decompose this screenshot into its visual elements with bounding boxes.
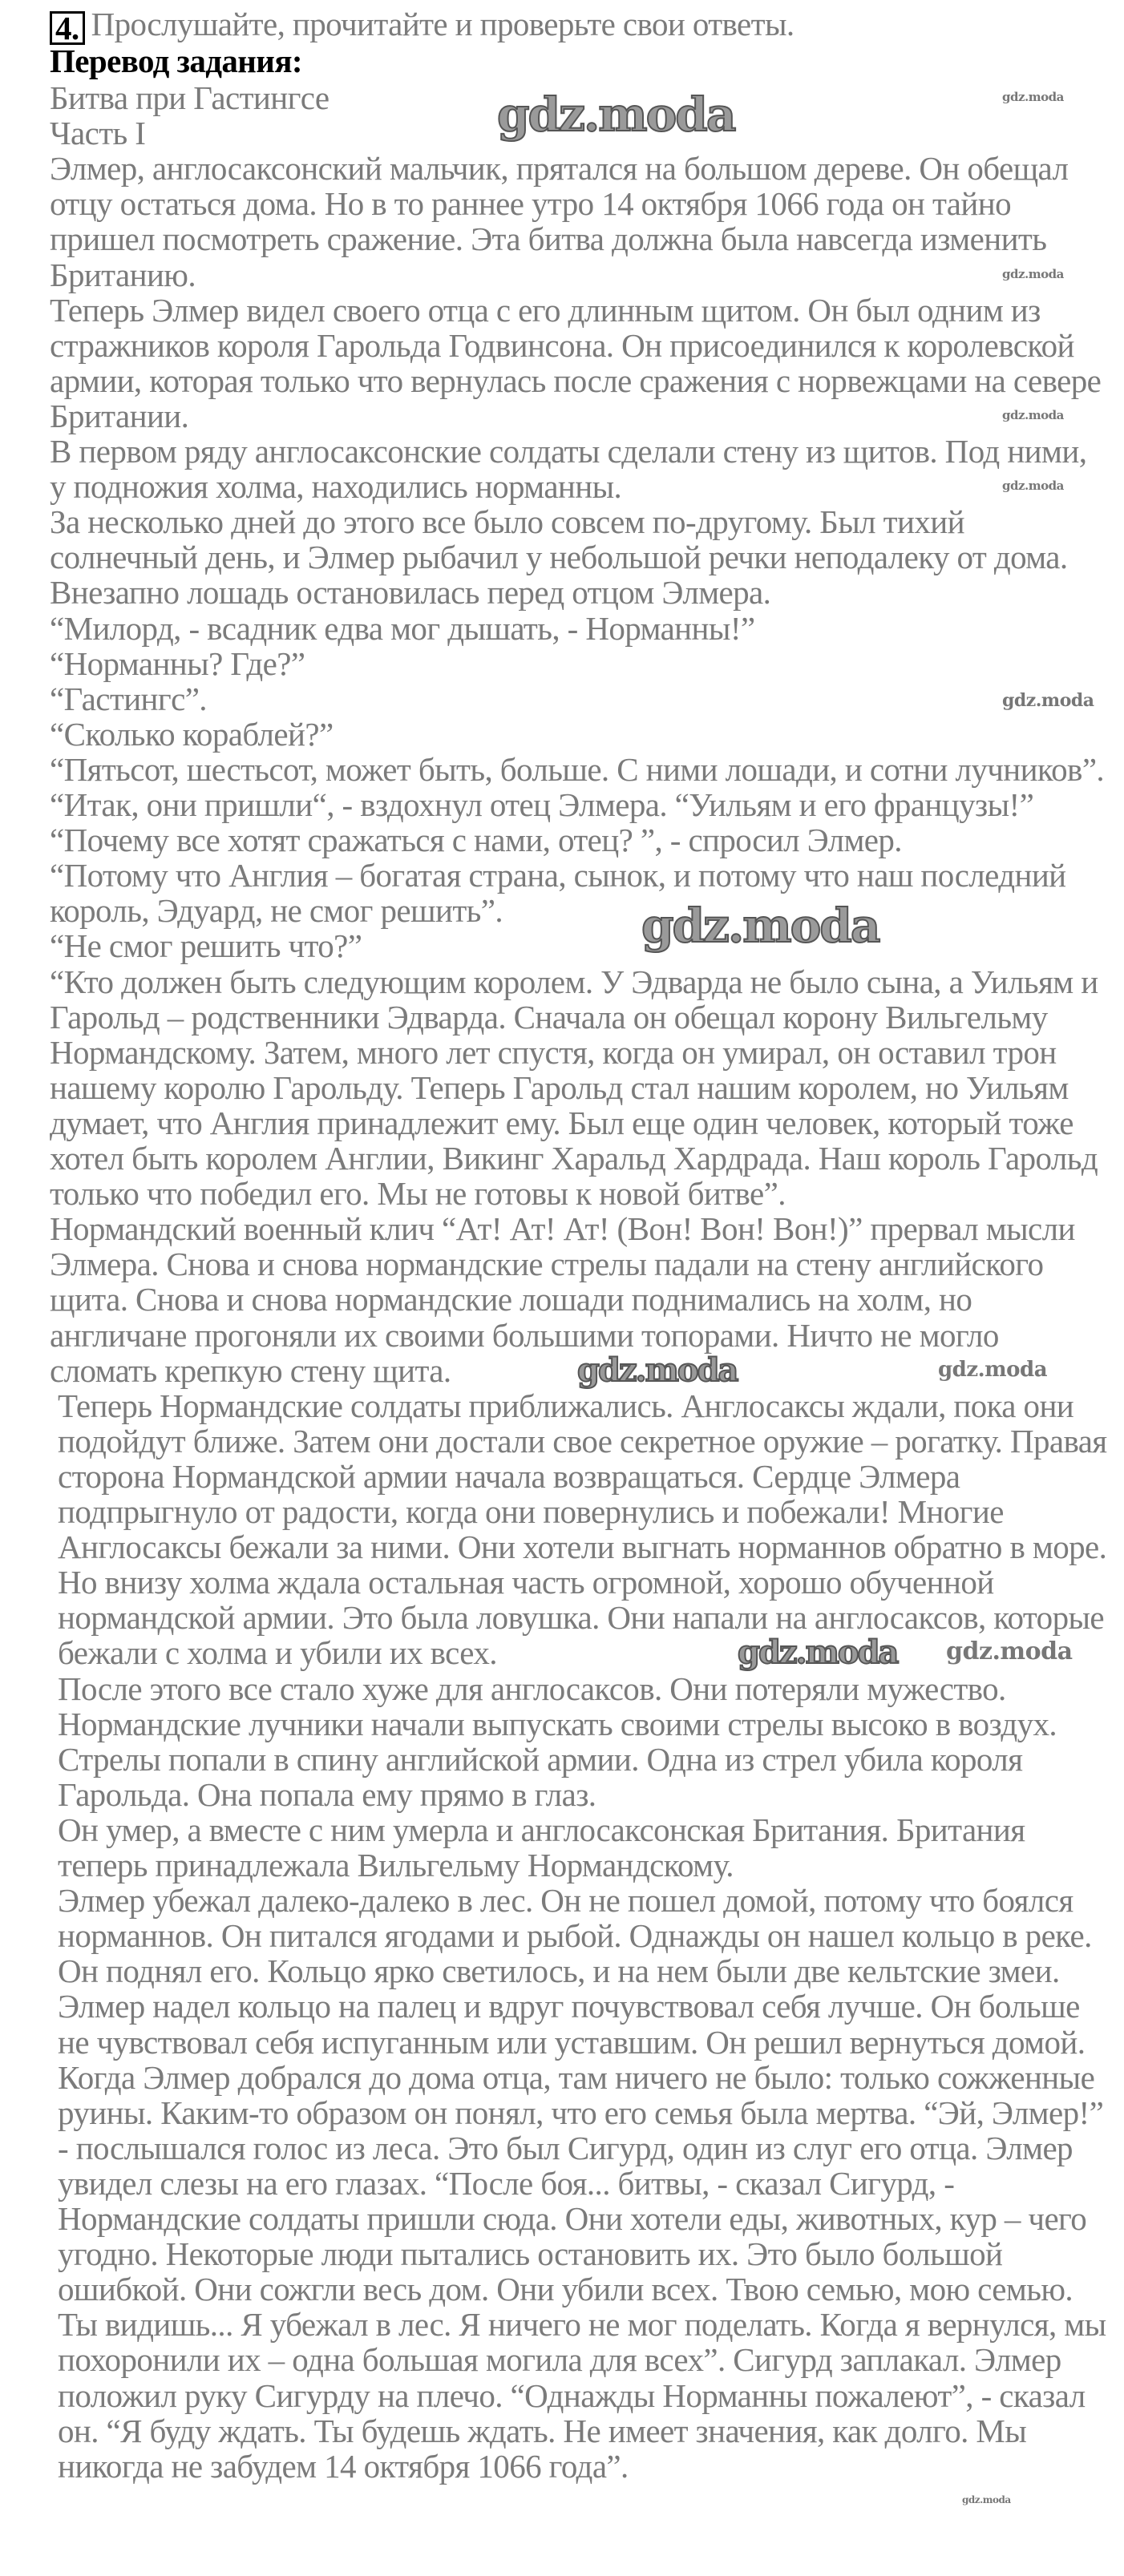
text-line: Ты видишь... Я убежал в лес. Я ничего не мог поделать. Когда я вернулся, мы xyxy=(58,2306,1106,2344)
watermark-small: gdz.moda xyxy=(1002,408,1064,422)
text-line: Часть I xyxy=(50,115,146,152)
text-line: Нормандские солдаты пришли сюда. Они хотели еды, животных, кур – чего xyxy=(58,2200,1087,2237)
text-line: Нормандскому. Затем, много лет спустя, когда он умирал, он оставил трон xyxy=(50,1033,1057,1071)
text-line: “Почему все хотят сражаться с нами, отец? ”, - спросил Элмер. xyxy=(50,822,902,859)
text-line: похоронили их – одна большая могила для всех”. Сигурд заплакал. Элмер xyxy=(58,2341,1061,2379)
text-line: Элмера. Снова и снова нормандские стрелы падали на стену английского xyxy=(50,1246,1044,1283)
text-line: В первом ряду англосаксонские солдаты сделали стену из щитов. Под ними, xyxy=(50,433,1087,470)
text-line: положил руку Сигурду на плечо. “Однажды Норманны пожалеют”, - сказал xyxy=(58,2376,1086,2414)
text-line: Британии. xyxy=(50,397,189,434)
text-line: За несколько дней до этого все было совсем по-другому. Был тихий xyxy=(50,503,964,541)
text-line: Элмер убежал далеко-далеко в лес. Он не пошел домой, потому что боялся xyxy=(58,1882,1073,1920)
text-line: ошибкой. Они сожгли весь дом. Они убили всех. Твою семью, мою семью. xyxy=(58,2271,1073,2308)
text-line: подойдут ближе. Затем они достали свое секретное оружие – рогатку. Правая xyxy=(58,1422,1107,1460)
watermark-small: gdz.moda xyxy=(1002,90,1064,104)
text-line: никогда не забудем 14 октября 1066 года”. xyxy=(58,2447,629,2485)
text-line: руины. Каким-то образом он понял, что его семья была мертва. “Эй, Элмер!” xyxy=(58,2094,1104,2131)
task-instruction: Прослушайте, прочитайте и проверьте свои ответы. xyxy=(91,6,794,42)
task-number-box: 4. xyxy=(50,11,85,45)
translation-heading: Перевод задания: xyxy=(50,42,302,79)
watermark-large: gdz.moda xyxy=(738,1633,898,1671)
watermark-large: gdz.moda xyxy=(497,87,735,142)
text-line: думает, что Англия принадлежит ему. Был еще один человек, который тоже xyxy=(50,1104,1073,1141)
text-line: стражников короля Гарольда Годвинсона. Он присоединился к королевской xyxy=(50,326,1074,364)
text-line: “Норманны? Где?” xyxy=(50,644,305,682)
text-line: “Итак, они пришли“, - вздохнул отец Элмера. “Уильям и его французы!” xyxy=(50,786,1034,823)
text-line: щита. Снова и снова нормандские лошади поднимались на холм, но xyxy=(50,1281,972,1318)
text-line: Теперь Нормандские солдаты приближались. Англосаксы ждали, пока они xyxy=(58,1387,1074,1424)
text-line: увидел слезы на его глазах. “После боя... битвы, - сказал Сигурд, - xyxy=(58,2164,955,2202)
text-line: - послышался голос из леса. Это был Сигурд, один из слуг его отца. Элмер xyxy=(58,2129,1073,2166)
text-line: “Милорд, - всадник едва мог дышать, - Норманны!” xyxy=(50,609,755,647)
watermark-large: gdz.moda xyxy=(577,1351,738,1389)
text-line: не чувствовал себя испуганным или уставшим. Он решил вернуться домой. xyxy=(58,2023,1086,2061)
watermark-small: gdz.moda xyxy=(938,1358,1048,1382)
text-line: Он поднял его. Кольцо ярко светилось, и на нем были две кельтские змеи. xyxy=(58,1952,1060,1990)
text-line: бежали с холма и убили их всех. xyxy=(58,1634,497,1672)
text-line: норманнов. Он питался ягодами и рыбой. Однажды он нашел кольцо в реке. xyxy=(58,1917,1092,1955)
watermark-small: gdz.moda xyxy=(1002,267,1064,281)
text-line: Внезапно лошадь остановилась перед отцом Элмера. xyxy=(50,574,771,612)
watermark-large: gdz.moda xyxy=(641,898,879,953)
text-line: Когда Элмер добрался до дома отца, там ничего не было: только сожженные xyxy=(58,2058,1095,2096)
text-line: Британию. xyxy=(50,256,196,293)
text-line: нормандской армии. Это была ловушка. Они напали на англосаксов, которые xyxy=(58,1599,1105,1637)
text-line: Битва при Гастингсе xyxy=(50,79,330,116)
task-instruction-row xyxy=(50,6,794,46)
text-line: отцу остаться дома. Но в то раннее утро 14 октября 1066 года он тайно xyxy=(50,185,1011,223)
text-line: “Кто должен быть следующим королем. У Эдварда не было сына, а Уильям и xyxy=(50,963,1098,1000)
text-line: англичане прогоняли их своими большими топорами. Ничто не могло xyxy=(50,1316,999,1354)
text-line: он. “Я буду ждать. Ты будешь ждать. Не имеет значения, как долго. Мы xyxy=(58,2412,1027,2449)
text-line: “Сколько кораблей?” xyxy=(50,715,334,753)
text-line: “Не смог решить что?” xyxy=(50,927,362,965)
text-line: Элмер надел кольцо на палец и вдруг почувствовал себя лучше. Он больше xyxy=(58,1988,1080,2025)
text-line: Стрелы попали в спину английской армии. Одна из стрел убила короля xyxy=(58,1740,1023,1778)
text-line: Гарольда. Она попала ему прямо в глаз. xyxy=(58,1775,596,1813)
watermark-small: gdz.moda xyxy=(946,1637,1073,1666)
watermark-small: gdz.moda xyxy=(1002,478,1064,493)
text-line: подпрыгнуло от радости, когда они повернулись и побежали! Многие xyxy=(58,1493,1004,1530)
watermark-small: gdz.moda xyxy=(1002,690,1094,711)
text-line: Гарольд – родственники Эдварда. Сначала он обещал корону Вильгельму xyxy=(50,998,1048,1036)
text-line: король, Эдуард, не смог решить”. xyxy=(50,892,503,930)
text-line: “Гастингс”. xyxy=(50,680,207,717)
text-line: нашему королю Гарольду. Теперь Гарольд стал нашим королем, но Уильям xyxy=(50,1068,1069,1106)
text-line: Теперь Элмер видел своего отца с его длинным щитом. Он был одним из xyxy=(50,291,1041,329)
text-line: пришел посмотреть сражение. Эта битва должна была навсегда изменить xyxy=(50,220,1047,258)
text-line: солнечный день, и Элмер рыбачил у небольшой речки неподалеку от дома. xyxy=(50,539,1068,576)
text-line: армии, которая только что вернулась после сражения с норвежцами на севере xyxy=(50,361,1102,399)
text-line: Он умер, а вместе с ним умерла и англосаксонская Британия. Британия xyxy=(58,1811,1025,1848)
text-line: Но внизу холма ждала остальная часть огромной, хорошо обученной xyxy=(58,1564,994,1601)
text-line: у подножия холма, находились норманны. xyxy=(50,468,622,506)
text-line: Англосаксы бежали за ними. Они хотели выгнать норманнов обратно в море. xyxy=(58,1528,1107,1566)
text-line: только что победил его. Мы не готовы к новой битве”. xyxy=(50,1175,786,1213)
watermark-small: gdz.moda xyxy=(962,2494,1011,2505)
text-line: Элмер, англосаксонский мальчик, прятался на большом дереве. Он обещал xyxy=(50,150,1069,188)
text-line: Нормандский военный клич “Ат! Ат! Ат! (Вон! Вон! Вон!)” прервал мысли xyxy=(50,1210,1075,1248)
text-line: “Потому что Англия – богатая страна, сынок, и потому что наш последний xyxy=(50,857,1066,894)
text-line: Нормандские лучники начали выпускать своими стрелы высоко в воздух. xyxy=(58,1705,1057,1742)
text-line: сломать крепкую стену щита. xyxy=(50,1351,451,1389)
text-line: хотел быть королем Англии, Викинг Харальд Хардрада. Наш король Гарольд xyxy=(50,1140,1098,1177)
text-line: сторона Нормандской армии начала возвращаться. Сердце Элмера xyxy=(58,1457,960,1495)
text-line: угодно. Некоторые люди пытались остановить их. Это было большой xyxy=(58,2235,1003,2273)
text-line: “Пятьсот, шестьсот, может быть, больше. С ними лошади, и сотни лучников”. xyxy=(50,750,1105,788)
text-line: После этого все стало хуже для англосаксов. Они потеряли мужество. xyxy=(58,1670,1006,1707)
text-line: теперь принадлежала Вильгельму Нормандскому. xyxy=(58,1847,734,1884)
